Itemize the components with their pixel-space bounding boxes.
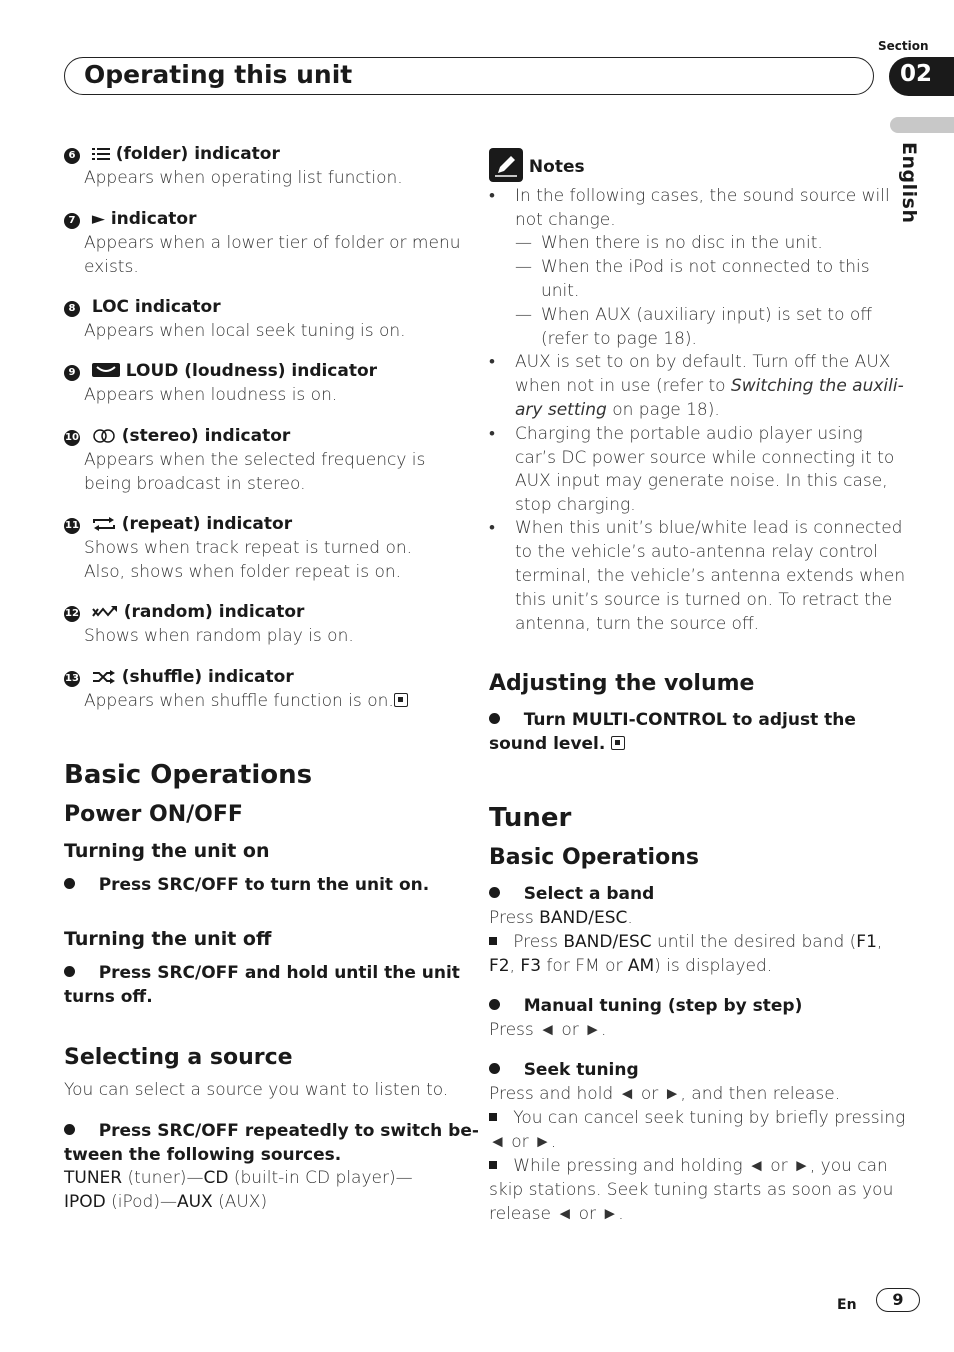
note-text: When this unit’s blue/white lead is connected [515, 518, 903, 538]
indicator-arrow-title [64, 207, 197, 231]
indicator-desc: Also, shows when folder repeat is on. [84, 562, 402, 582]
note-bullet: • [489, 424, 495, 444]
indicator-folder-title [64, 142, 280, 166]
loudness-icon [92, 362, 120, 378]
key-name: BAND/ESC [563, 932, 652, 952]
source-key: TUNER [64, 1168, 123, 1188]
band-name: F2 [489, 956, 510, 976]
step-text: Press SRC/OFF repeatedly to switch be- [98, 1121, 479, 1141]
band-press [489, 906, 633, 930]
indicator-desc: Appears when operating list function. [84, 168, 403, 188]
step-text: Press SRC/OFF and hold until the unit [98, 963, 460, 983]
indicator-stereo-title [64, 424, 290, 448]
volume-heading: Adjusting the volume [489, 671, 755, 696]
band-name: AM [627, 956, 655, 976]
note-text: car’s DC power source while connecting it to [515, 448, 895, 468]
tuner-basic-heading: Basic Operations [489, 845, 699, 870]
shuffle-icon [92, 670, 116, 684]
source-list-line1 [64, 1166, 413, 1190]
key-name: BAND/ESC [539, 908, 628, 928]
step-text: Seek tuning [523, 1060, 639, 1080]
note-text: AUX is set to on by default. Turn off the AUX [515, 352, 891, 372]
select-source-body: You can select a source you want to listen to. [64, 1080, 449, 1100]
indicator-desc: Appears when local seek tuning is on. [84, 321, 406, 341]
indicator-desc-text: Appears when shuffle function is on. [84, 691, 394, 711]
indicator-label: (repeat) indicator [121, 514, 293, 534]
seek-note-cont: release ◄ or ►. [489, 1204, 624, 1224]
note-text: stop charging. [515, 495, 636, 515]
source-key: AUX [176, 1192, 213, 1212]
volume-step [489, 708, 856, 732]
indicator-label: LOUD (loudness) indicator [125, 361, 378, 381]
language-label: English [898, 142, 920, 224]
text-part: Press [489, 908, 540, 928]
seek-note-cont: ◄ or ►. [489, 1132, 557, 1152]
indicator-desc [84, 689, 408, 713]
indicator-label: (folder) indicator [115, 144, 280, 164]
section-number: 02 [889, 57, 954, 96]
item-number: 11 [64, 518, 80, 534]
section-label: Section [878, 39, 929, 53]
indicator-label: (stereo) indicator [121, 426, 291, 446]
indicator-random-title [64, 600, 304, 624]
end-mark-icon [611, 736, 625, 750]
seek-note-cont: skip stations. Seek tuning starts as soon as you [489, 1180, 894, 1200]
notes-heading [489, 148, 585, 182]
square-bullet-icon [489, 1113, 497, 1121]
source-desc: (tuner)— [122, 1168, 204, 1188]
note-text [515, 374, 904, 398]
list-icon [92, 147, 110, 161]
note-text: When there is no disc in the unit. [541, 233, 823, 253]
language-tab [890, 117, 954, 133]
note-dash: — [515, 233, 532, 253]
text-part: for FM or [541, 956, 628, 976]
manual-step [489, 994, 802, 1018]
turn-on-heading: Turning the unit on [64, 840, 270, 862]
note-text: not change. [515, 210, 616, 230]
text-part: ) is displayed. [654, 956, 773, 976]
indicator-label: (random) indicator [123, 602, 305, 622]
band-step [489, 882, 654, 906]
item-number: 9 [64, 365, 80, 381]
indicator-label: (shuffle) indicator [121, 667, 294, 687]
bullet-icon [489, 1063, 500, 1074]
note-bullet: • [489, 518, 495, 538]
random-icon [92, 605, 118, 619]
source-desc: (iPod)— [105, 1192, 177, 1212]
text-part: , [509, 956, 521, 976]
item-number: 10 [64, 430, 80, 446]
note-text: In the following cases, the sound source will [515, 186, 890, 206]
seek-note [489, 1154, 888, 1178]
square-bullet-icon [489, 937, 497, 945]
note-text: terminal, the vehicle’s antenna extends when [515, 566, 906, 586]
end-mark-icon [394, 693, 408, 707]
note-text: When the iPod is not connected to this [541, 257, 870, 277]
step-text: Turn MULTI-CONTROL to adjust the [523, 710, 856, 730]
indicator-desc: Shows when random play is on. [84, 626, 354, 646]
turn-on-step [64, 873, 429, 897]
item-number: 12 [64, 606, 80, 622]
indicator-desc: Appears when the selected frequency is [84, 450, 426, 470]
select-source-heading: Selecting a source [64, 1045, 293, 1070]
note-text: unit. [541, 281, 580, 301]
text-part: . [627, 908, 633, 928]
note-bullet: • [489, 186, 495, 206]
seek-body: Press and hold ◄ or ►, and then release. [489, 1084, 841, 1104]
source-desc: (AUX) [212, 1192, 268, 1212]
note-text: antenna, turn the source off. [515, 614, 760, 634]
step-text: sound level. [489, 734, 606, 754]
notes-label: Notes [528, 157, 585, 177]
note-dash: — [515, 257, 532, 277]
seek-note [489, 1106, 905, 1130]
indicator-desc: exists. [84, 257, 139, 277]
note-text [515, 398, 720, 422]
bullet-icon [64, 878, 75, 889]
indicator-loc-title [64, 295, 221, 319]
indicator-label: ► indicator [91, 209, 197, 229]
note-text: AUX input may generate noise. In this case, [515, 471, 888, 491]
text-part: Press [513, 932, 564, 952]
text-part: You can cancel seek tuning by briefly pressing [513, 1108, 906, 1128]
item-number: 13 [64, 671, 80, 687]
bullet-icon [64, 1124, 75, 1135]
bullet-icon [489, 999, 500, 1010]
indicator-label: LOC indicator [91, 297, 221, 317]
note-reference: ary setting [515, 400, 607, 420]
item-number: 6 [64, 148, 80, 164]
source-desc: (built-in CD player)— [228, 1168, 413, 1188]
turn-off-heading: Turning the unit off [64, 928, 272, 950]
notes-pencil-icon [489, 148, 523, 182]
power-heading: Power ON/OFF [64, 802, 243, 827]
note-text: When AUX (auxiliary input) is set to off [541, 305, 872, 325]
volume-step-cont [489, 732, 625, 756]
band-note [489, 930, 882, 954]
item-number: 8 [64, 301, 80, 317]
text-part: While pressing and holding ◄ or ►, you can [513, 1156, 888, 1176]
note-text-part: on page 18). [606, 400, 720, 420]
source-list-line2 [64, 1190, 267, 1214]
item-number: 7 [64, 213, 80, 229]
stereo-icon [92, 429, 116, 443]
note-text: Charging the portable audio player using [515, 424, 863, 444]
step-text: Select a band [523, 884, 655, 904]
note-dash: — [515, 305, 532, 325]
select-source-step-cont: tween the following sources. [64, 1145, 342, 1165]
page-title: Operating this unit [84, 60, 353, 89]
select-source-step [64, 1119, 479, 1143]
manual-body: Press ◄ or ►. [489, 1020, 607, 1040]
note-reference: Switching the auxili- [730, 376, 904, 396]
tuner-heading: Tuner [489, 803, 572, 833]
indicator-desc: Appears when loudness is on. [84, 385, 338, 405]
note-text: (refer to page 18). [541, 329, 697, 349]
bullet-icon [64, 966, 75, 977]
indicator-shuffle-title [64, 665, 294, 689]
source-key: IPOD [64, 1192, 106, 1212]
indicator-desc: Appears when a lower tier of folder or menu [84, 233, 461, 253]
note-text: this unit’s source is turned on. To retract the [515, 590, 893, 610]
bullet-icon [489, 713, 500, 724]
turn-off-step-cont: turns off. [64, 987, 153, 1007]
note-text-part: when not in use (refer to [515, 376, 731, 396]
step-text: Manual tuning (step by step) [523, 996, 803, 1016]
step-text: Press SRC/OFF to turn the unit on. [98, 875, 430, 895]
indicator-desc: Shows when track repeat is turned on. [84, 538, 413, 558]
page-number: 9 [876, 1288, 920, 1312]
text-part: , [876, 932, 883, 952]
bullet-icon [489, 887, 500, 898]
band-note-cont [489, 954, 772, 978]
repeat-icon [92, 517, 116, 531]
turn-off-step [64, 961, 460, 985]
band-name: F3 [520, 956, 542, 976]
seek-step [489, 1058, 639, 1082]
indicator-loud-title [64, 359, 377, 383]
square-bullet-icon [489, 1161, 497, 1169]
basic-operations-heading: Basic Operations [64, 760, 313, 790]
indicator-desc: being broadcast in stereo. [84, 474, 306, 494]
note-bullet: • [489, 352, 495, 372]
language-code: En [837, 1297, 857, 1313]
band-name: F1 [856, 932, 877, 952]
text-part: until the desired band ( [651, 932, 857, 952]
source-key: CD [203, 1168, 229, 1188]
indicator-repeat-title [64, 512, 292, 536]
note-text: to the vehicle’s auto-antenna relay control [515, 542, 878, 562]
